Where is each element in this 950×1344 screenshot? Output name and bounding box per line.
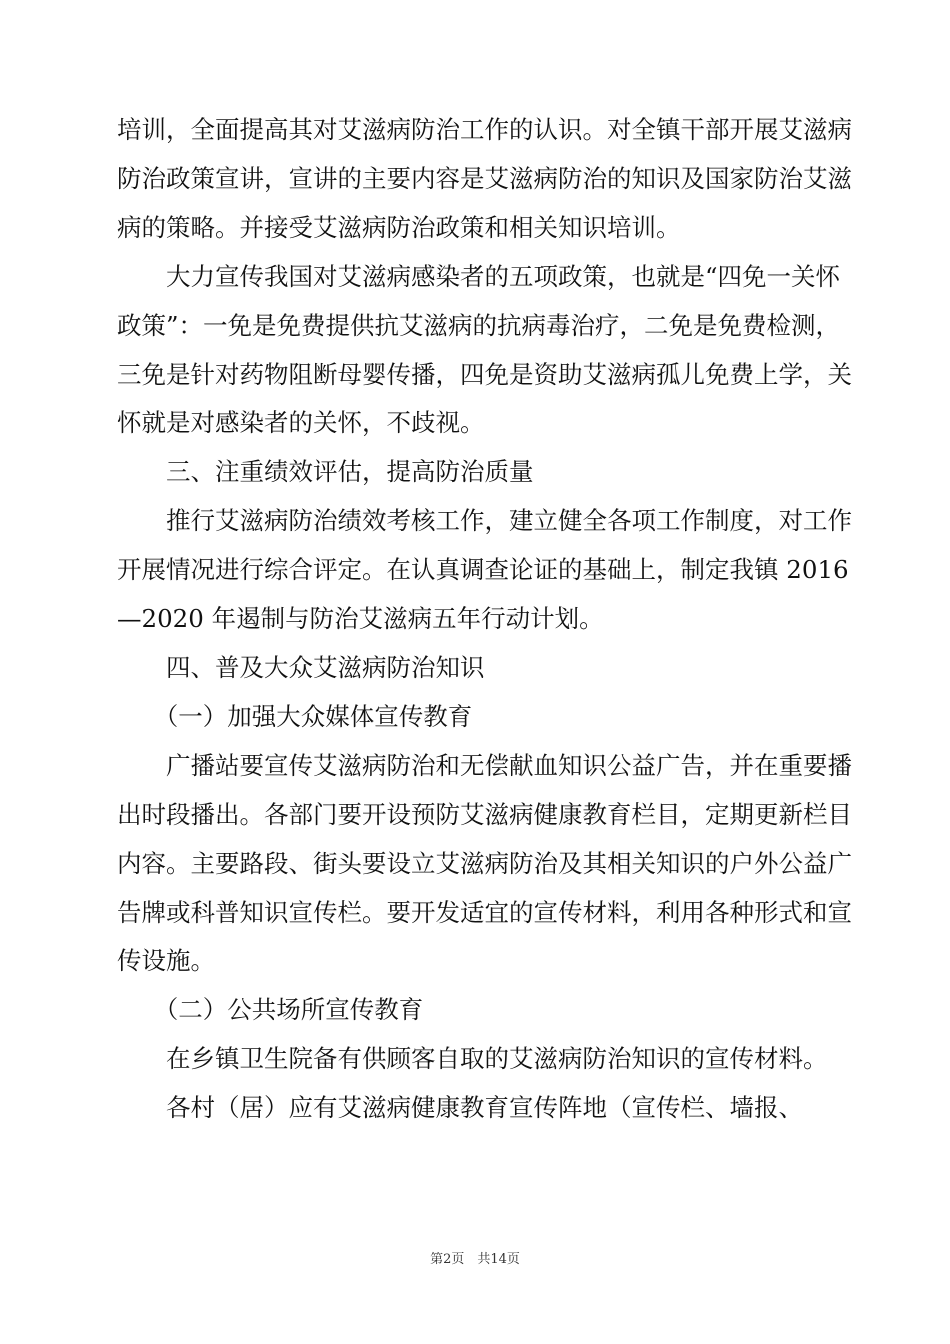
paragraph-village-education-venues: 各村（居）应有艾滋病健康教育宣传阵地（宣传栏、墙报、 [117, 1093, 803, 1123]
paragraph-health-center-materials: 在乡镇卫生院备有供顾客自取的艾滋病防治知识的宣传材料。 [117, 1044, 828, 1074]
paragraph-broadcast-station: 广播站要宣传艾滋病防治和无偿献血知识公益广告，并在重要播出时段播出。各部门要开设预防艾滋病健康教育栏目，定期更新栏目内容。主要路段、街头要设立艾滋病防治及其相关知识的户外公益广告牌或科普知识宣传栏。要开发适宜的宣传材料，利用各种形式和宣传设施。 [117, 750, 852, 976]
section-heading-performance-evaluation: 三、注重绩效评估，提高防治质量 [117, 457, 534, 487]
document-body [117, 106, 852, 1133]
subsection-heading-public-places: （二）公共场所宣传教育 [117, 995, 424, 1025]
section-heading-public-knowledge: 四、普及大众艾滋病防治知识 [117, 652, 485, 682]
subsection-heading-mass-media: （一）加强大众媒体宣传教育 [117, 701, 473, 731]
paragraph-training-continued: 培训，全面提高其对艾滋病防治工作的认识。对全镇干部开展艾滋病防治政策宣讲，宣讲的主要内容是艾滋病防治的知识及国家防治艾滋病的策略。并接受艾滋病防治政策和相关知识培训。 [117, 115, 852, 242]
page-number-footer: 第2页 共14页 [430, 1252, 520, 1267]
paragraph-performance-assessment: 推行艾滋病防治绩效考核工作，建立健全各项工作制度，对工作开展情况进行综合评定。在认真调查论证的基础上，制定我镇 2016—2020 年遏制与防治艾滋病五年行动计划。 [117, 506, 852, 634]
paragraph-five-policies: 大力宣传我国对艾滋病感染者的五项政策，也就是“四免一关怀政策”：一免是免费提供抗艾滋病的抗病毒治疗，二免是免费检测，三免是针对药物阻断母婴传播，四免是资助艾滋病孤儿免费上学，关怀就是对感染者的关怀，不歧视。 [117, 261, 852, 438]
